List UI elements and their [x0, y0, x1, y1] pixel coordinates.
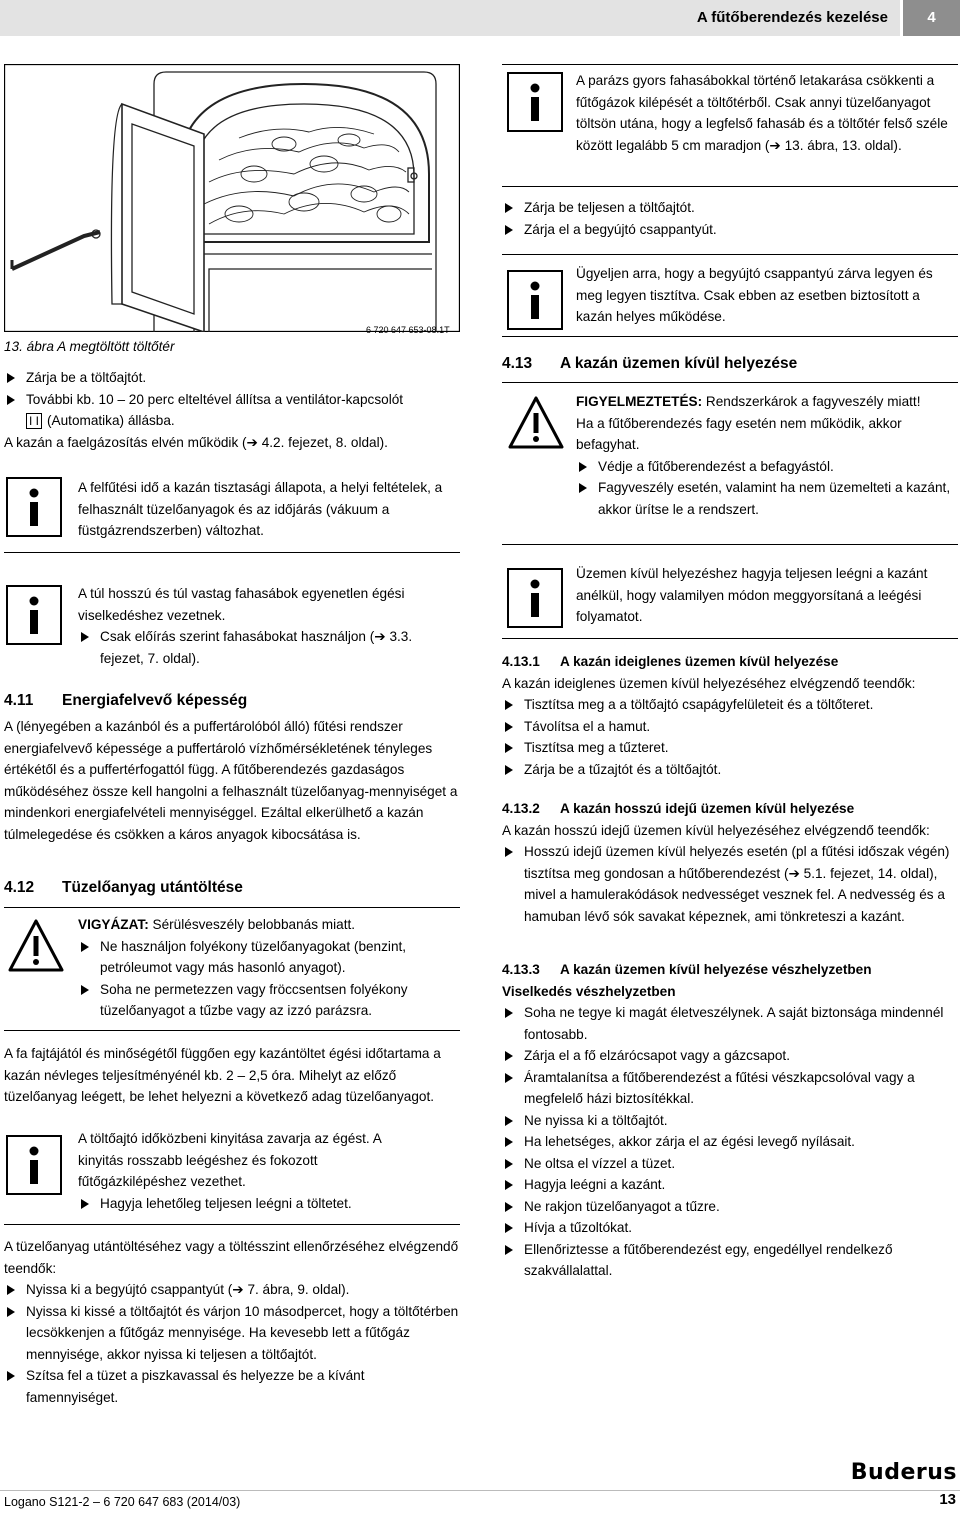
step: Távolítsa el a hamut.: [502, 716, 958, 738]
step: Hívja a tűzoltókat.: [502, 1217, 958, 1239]
step: Ellenőriztesse a fűtőberendezést egy, engedéllyel rendelkező szakvállalattal.: [502, 1239, 958, 1282]
subsection-number: 4.13.1: [502, 654, 540, 669]
info-door-opening-text: A töltőajtó időközbeni kinyitása zavarja az égést. A kinyitás rosszabb leégéshez és fokozott fűtőgázkilépéshez vezethet.: [78, 1131, 382, 1189]
warning-triangle-icon: [8, 918, 64, 974]
subsection-heading: [502, 959, 958, 981]
divider: [502, 186, 958, 187]
info-icon: [6, 585, 62, 645]
figure-caption: 13. ábra A megtöltött töltőtér: [4, 339, 175, 354]
info-door-opening: [78, 1128, 398, 1214]
switch-text: (Automatika) állásba.: [47, 413, 175, 428]
step: Tisztítsa meg a tűzteret.: [502, 737, 958, 759]
buderus-logo: Buderus: [850, 1460, 957, 1485]
section-4133: [502, 959, 958, 1282]
divider: [502, 336, 958, 337]
step: Ha lehetséges, akkor zárja el az égési levegő nyílásait.: [502, 1131, 958, 1153]
info-icon: [6, 1135, 62, 1195]
subsection-subtitle: Viselkedés vészhelyzetben: [502, 983, 676, 999]
subsection-intro: A kazán ideiglenes üzemen kívül helyezéséhez elvégzendő teendők:: [502, 675, 916, 691]
step: Hosszú idejű üzemen kívül helyezés esetén (pl a fűtési időszak végén) tisztítsa meg gondosan a hűtőberendezést (➔ 5.1. fejezet, 14. oldal), mivel a hamulerakódások nedvességet vesznek fel. A nedvesség és a hamuban lévő sók savakat képeznek, ami tönkreteszi a kazánt.: [502, 841, 958, 927]
subsection-heading: [502, 651, 958, 673]
warning-text: Rendszerkárok a fagyveszély miatt!: [705, 394, 921, 409]
info-log-size-bullet: Csak előírás szerint fahasábokat használjon (➔ 3.3. fejezet, 7. oldal).: [78, 626, 458, 669]
refill-intro: A tüzelőanyag utántöltéséhez vagy a töltésszint ellenőrzéséhez elvégzendő teendők:: [4, 1239, 459, 1276]
switch-symbol: I I: [26, 413, 42, 429]
section-title: Tüzelőanyag utántöltése: [62, 879, 243, 896]
section-heading: [4, 877, 243, 899]
step: Áramtalanítsa a fűtőberendezést a fűtési vészkapcsolóval vagy a megfelelő házi biztosítékkal.: [502, 1067, 958, 1110]
step: Soha ne tegye ki magát életveszélynek. A saját biztonsága mindennél fontosabb.: [502, 1002, 958, 1045]
step: Ne oltsa el vízzel a tüzet.: [502, 1153, 958, 1175]
section-number: 4.13: [502, 355, 533, 372]
info-icon: [507, 270, 563, 330]
subsection-number: 4.13.3: [502, 962, 540, 977]
section-4131: [502, 651, 958, 780]
divider: [4, 1030, 460, 1031]
info-embers: A parázs gyors fahasábokkal történő letakarása csökkenti a fűtőgázok kilépését a töltőtérből. Csak annyi tüzelőanyagot töltsön utána, hogy a legfelső fahasáb és a töltőtér felső széle között legalább 5 cm maradjon (➔ 13. ábra, 13. oldal).: [576, 73, 948, 153]
subsection-number: 4.13.2: [502, 801, 540, 816]
divider: [502, 544, 958, 545]
refill-steps: [4, 1236, 460, 1408]
figure-boiler: [4, 64, 460, 332]
step: Tisztítsa meg a a töltőajtó csapágyfelületeit és a töltőteret.: [502, 694, 958, 716]
info-heating-time: A felfűtési idő a kazán tisztasági állapota, a helyi feltételek, a felhasznált tüzelőanyagok és az időjárás (vákuum a füstgázrendszerben) változhat.: [78, 480, 443, 538]
step: Hagyja leégni a kazánt.: [502, 1174, 958, 1196]
info-icon: [507, 72, 563, 132]
caution-label: VIGYÁZAT:: [78, 917, 149, 932]
right-steps-1: [502, 197, 958, 240]
caution-line: [78, 914, 458, 936]
section-number: 4.11: [4, 692, 34, 709]
info-flap-closed: Ügyeljen arra, hogy a begyújtó csappantyú zárva legyen és meg legyen tisztítva. Csak ebben az esetben biztosított a kazán helyes működése.: [576, 266, 933, 324]
step-close-door-fully: Zárja be teljesen a töltőajtót.: [502, 197, 958, 219]
chapter-number: 4: [903, 0, 960, 36]
subsection-title: A kazán hosszú idejű üzemen kívül helyezése: [560, 801, 855, 816]
footer-doc-id: Logano S121-2 – 6 720 647 683 (2014/03): [4, 1495, 241, 1509]
step: Ne nyissa ki a töltőajtót.: [502, 1110, 958, 1132]
info-icon: [507, 568, 563, 628]
step-close-door: Zárja be a töltőajtót.: [4, 367, 460, 389]
info-log-size: [78, 583, 458, 669]
step-fan-switch: További kb. 10 – 20 perc elteltével állítsa a ventilátor-kapcsolót: [4, 389, 460, 411]
warning-block: [576, 391, 956, 520]
section-title: A kazán üzemen kívül helyezése: [560, 355, 798, 372]
para-burn-time: A fa fajtájától és minőségétől függően egy kazántöltet égési időtartama a kazán névleges teljesítményénél kb. 2 – 2,5 óra. Mihelyt az előző tüzelőanyag leégett, be lehet helyezni a következő adag tüzelőanyagot.: [4, 1046, 441, 1104]
refill-step: Nyissa ki kissé a töltőajtót és várjon 10 másodpercet, hogy a töltőtérben lecsökkenjen a fűtőgáz mennyisége. Ha kevesebb lett a fűtőgáz mennyisége, akkor nyissa ki teljesen a töltőajtót.: [4, 1301, 460, 1366]
left-steps: [4, 367, 460, 453]
divider: [502, 254, 958, 255]
figure-code: 6 720 647 653-08.1T: [366, 325, 450, 335]
refill-step: Szítsa fel a tüzet a piszkavassal és helyezze be a kívánt famennyiséget.: [4, 1365, 460, 1408]
page-number: 13: [939, 1491, 956, 1508]
step-fan-switch-cont: [4, 410, 460, 432]
section-4132: [502, 798, 958, 927]
divider: [4, 907, 460, 908]
subsection-heading: [502, 798, 958, 820]
info-icon: [6, 477, 62, 537]
chapter-title: A fűtőberendezés kezelése: [696, 9, 888, 26]
warning-label: FIGYELMEZTETÉS:: [576, 394, 703, 409]
section-number: 4.12: [4, 879, 35, 896]
subsection-title: A kazán üzemen kívül helyezése vészhelyzetben: [560, 962, 872, 977]
info-shutdown: Üzemen kívül helyezéshez hagyja teljesen leégni a kazánt anélkül, hogy valamilyen módon meggyorsítaná a leégési folyamatot.: [576, 566, 928, 624]
divider: [4, 552, 460, 553]
divider: [502, 638, 958, 639]
step: Ne rakjon tüzelőanyagot a tűzre.: [502, 1196, 958, 1218]
para-energy-capacity: A (lényegében a kazánból és a puffertárolóból álló) fűtési rendszer energiafelvevő képessége a puffertároló vízhőmérsékletének tényleges értékétől és a puffertérfogattól függ. A fűtőberendezés gazdaságos működéséhez össze kell hangolni a felhasznált tüzelőanyag-mennyiséget a mindenkori energiafelvételi mennyiséggel. Ezáltal elkerülhető a kazán túlmelegedése és csökken a káros anyagok kibocsátása is.: [4, 719, 458, 842]
divider: [502, 382, 958, 383]
divider: [502, 64, 958, 65]
step: Zárja be a tűzajtót és a töltőajtót.: [502, 759, 958, 781]
subsection-intro: A kazán hosszú idejű üzemen kívül helyezéséhez elvégzendő teendők:: [502, 822, 930, 838]
section-title: Energiafelvevő képesség: [62, 692, 248, 709]
section-heading: [4, 690, 247, 712]
divider: [4, 1224, 460, 1225]
step: Zárja el a fő elzárócsapot vagy a gázcsapot.: [502, 1045, 958, 1067]
warning-bullet: Védje a fűtőberendezést a befagyástól.: [576, 456, 956, 478]
warning-line: [576, 391, 956, 413]
info-log-size-text: A túl hosszú és túl vastag fahasábok egyenetlen égési viselkedéshez vezetnek.: [78, 586, 405, 623]
section-heading: [502, 353, 797, 375]
warning-triangle-icon: [508, 395, 564, 451]
warning-text-2: Ha a fűtőberendezés fagy esetén nem működik, akkor befagyhat.: [576, 415, 902, 452]
para-gasification: A kazán a faelgázosítás elvén működik (➔ 4.2. fejezet, 8. oldal).: [4, 434, 388, 450]
warning-bullet: Fagyveszély esetén, valamint ha nem üzemelteti a kazánt, akkor ürítse le a rendszert.: [576, 477, 956, 520]
caution-bullet: Soha ne permetezzen vagy fröccsentsen folyékony tüzelőanyagot a tűzbe vagy az izzó parázsra.: [78, 979, 458, 1022]
refill-step: Nyissa ki a begyújtó csappantyút (➔ 7. ábra, 9. oldal).: [4, 1279, 460, 1301]
info-door-opening-bullet: Hagyja lehetőleg teljesen leégni a töltetet.: [78, 1193, 398, 1215]
caution-text: Sérülésveszély belobbanás miatt.: [152, 917, 356, 932]
caution-bullet: Ne használjon folyékony tüzelőanyagokat (benzint, petróleumot vagy más hasonló anyagot).: [78, 936, 458, 979]
subsection-title: A kazán ideiglenes üzemen kívül helyezése: [560, 654, 839, 669]
footer-divider: [0, 1490, 960, 1491]
caution-block: [78, 914, 458, 1022]
boiler-illustration: [4, 64, 460, 332]
step-close-flap: Zárja el a begyújtó csappantyút.: [502, 219, 958, 241]
